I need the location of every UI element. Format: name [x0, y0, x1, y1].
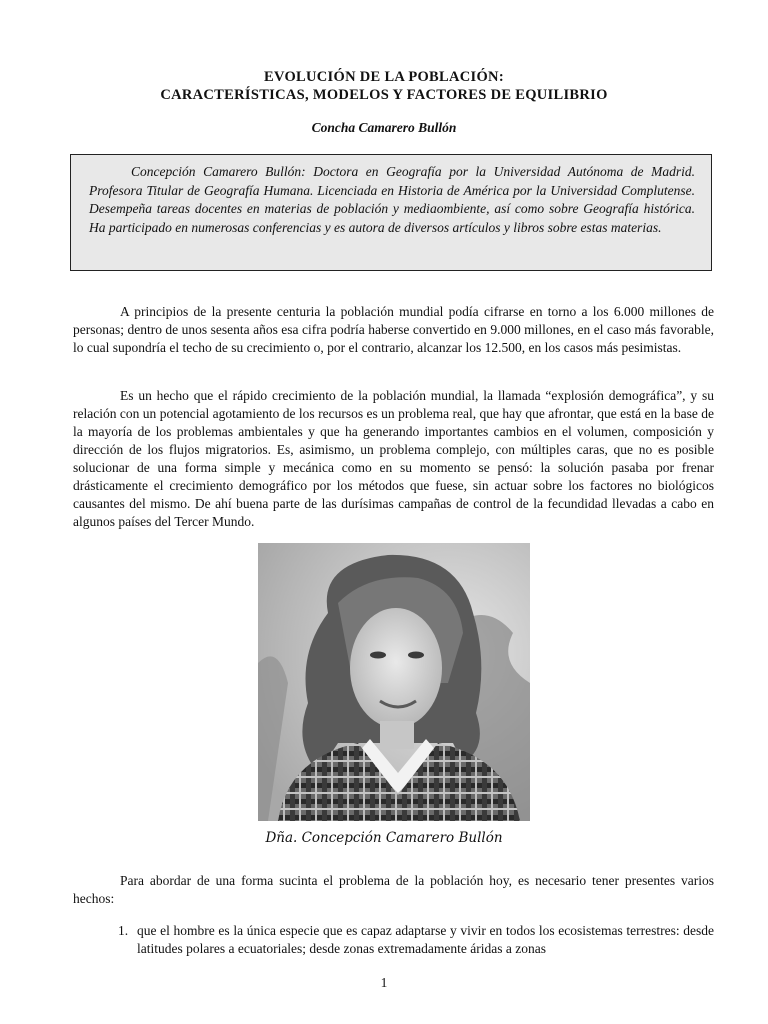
numbered-list [118, 922, 714, 958]
title-line-1: EVOLUCIÓN DE LA POBLACIÓN: [264, 69, 504, 85]
paragraph-1: A principios de la presente centuria la población mundial podía cifrarse en torno a los 6.000 millones de personas; dentro de unos sesenta años esa cifra podría haberse convertido en 9.000 millones, en el caso más favorable, lo cual supondría el techo de su crecimiento o, por el contrario, alcanzar los 12.500, en los casos más pesimistas. [73, 304, 714, 355]
author-bio-box [70, 154, 712, 271]
list-item-number: 1. [118, 923, 129, 938]
author-name: Concha Camarero Bullón [311, 120, 457, 135]
list-item [118, 922, 714, 958]
title-line-2: CARACTERÍSTICAS, MODELOS Y FACTORES DE EQUILIBRIO [160, 87, 608, 103]
paragraph-2: Es un hecho que el rápido crecimiento de la población mundial, la llamada “explosión demográfica”, y su relación con un potencial agotamiento de los recursos es un problema real, que hay que afrontar, que está en la base de la mayoría de los problemas ambientales y que ha generando importantes cambios en el volumen, composición y dirección de los flujos migratorios. Es, asimismo, un problema complejo, con múltiples caras, que no es posible solucionar de una forma simple y mecánica como en su momento se pensó: la solución pasaba por frenar drásticamente el crecimiento demográfico por los métodos que fuese, sin actuar sobre los factores no biológicos causantes del mismo. De ahí buena parte de las durísimas campañas de control de la fecundidad llevadas a cabo en algunos países del Tercer Mundo. [73, 388, 714, 529]
photo-caption: Dña. Concepción Camarero Bullón [265, 830, 503, 846]
page-number: 1 [380, 975, 388, 990]
author-bio-text: Concepción Camarero Bullón: Doctora en Geografía por la Universidad Autónoma de Madrid. Profesora Titular de Geografía Humana. Licenciada en Historia de América por la Universidad Complutense. Desempeña tareas docentes en materias de población y mediaombiente, así como sobre Geografía histórica. Ha participado en numerosas conferencias y es autora de diversos artículos y libros sobre estas materias. [89, 164, 695, 235]
paragraph-3: Para abordar de una forma sucinta el problema de la población hoy, es necesario tener presentes varios hechos: [73, 873, 714, 906]
author-photo [258, 543, 530, 821]
list-item-text: que el hombre es la única especie que es capaz adaptarse y vivir en todos los ecosistemas terrestres: desde latitudes polares a ecuatoriales; desde zonas extremadamente áridas a zonas [137, 923, 714, 956]
